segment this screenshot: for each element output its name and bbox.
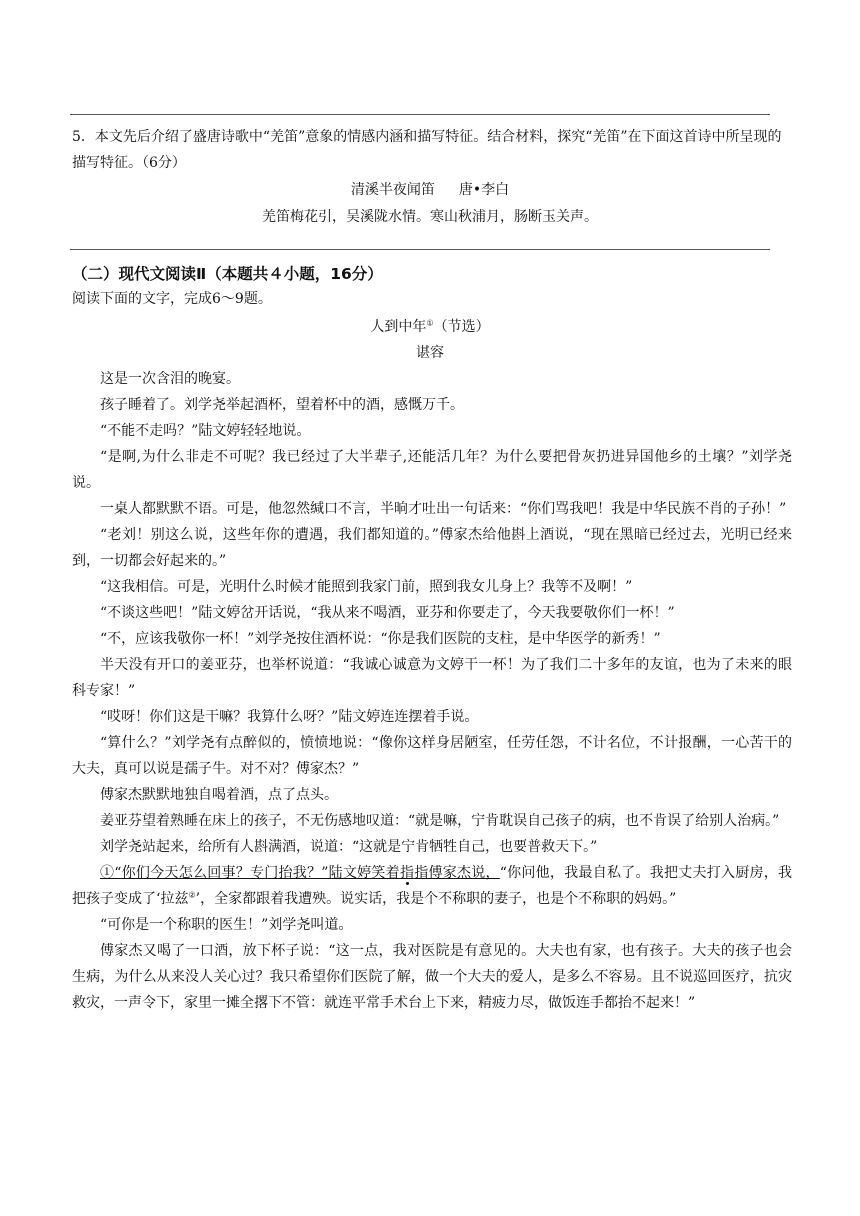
paragraph: “老刘！别这么说，这些年你的遭遇，我们都知道的。”傅家杰给他斟上酒说，“现在黑暗已经过去，光明已经来到，一切都会好起来的。”: [72, 527, 792, 569]
paragraph: “不谈这些吧！”陆文婷岔开话说，“我从来不喝酒，亚芬和你要走了，今天我要敬你们一杯！”: [100, 605, 675, 621]
paragraph-text: “你问他，我最自私了。我把丈夫打入厨房，我把孩子变成了‘拉兹: [72, 865, 793, 907]
paragraph: “可你是一个称职的医生！”刘学尧叫道。: [100, 917, 353, 933]
paragraph: “哎呀！你们这是干嘛？我算什么呀？”陆文婷连连摆着手说。: [100, 709, 479, 725]
paragraph: 这是一次含泪的晚宴。: [100, 371, 240, 387]
underlined-sentence: [100, 865, 500, 881]
paragraph: 一桌人都默默不语。可是，他忽然缄口不言，半晌才吐出一句话来：“你们骂我吧！我是中华民族不肖的子孙！”: [100, 501, 787, 517]
paragraph-underlined: [72, 860, 792, 912]
article-title: [0, 316, 860, 336]
paragraph: 傅家杰又喝了一口酒，放下杯子说：“这一点，我对医院是有意见的。大夫也有家，也有孩子。大夫的孩子也会生病，为什么从来没人关心过？我只希望你们医院了解，做一个大夫的爱人，是多么不容易。且不说巡回医疗，抗灾救灾，一声令下，家里一摊全撂下不管：就连平常手术台上下来，精疲力尽，做饭连手都抬不起来！”: [72, 943, 792, 1011]
paragraph: 姜亚芬望着熟睡在床上的孩子，不无伤感地叹道：“就是嘛，宁肯耽误自己孩子的病，也不肯误了给别人治病。”: [100, 813, 780, 829]
section-heading: （二）现代文阅读Ⅱ（本题共４小题，16分）: [72, 265, 383, 283]
paragraph: “不能不走吗？”陆文婷轻轻地说。: [100, 423, 311, 439]
emphasis-dot-char: 指: [399, 865, 415, 881]
question-5: 5．本文先后介绍了盛唐诗歌中“羌笛”意象的情感内涵和描写特征。结合材料，探究“羌笛”在下面这首诗中所呈现的描写特征。（6分）: [72, 129, 782, 171]
underlined-text: ①“你们今天怎么回事？专门抬我？”陆文婷笑着: [100, 865, 400, 881]
poem-heading: [0, 180, 860, 200]
paragraph: 刘学尧站起来，给所有人斟满酒，说道：“这就是宁肯牺牲自己，也要普救天下。”: [100, 839, 598, 855]
article-title-text: 人到中年: [370, 319, 427, 335]
footnote-marker: ①: [426, 318, 434, 328]
paragraph: “这我相信。可是，光明什么时候才能照到我家门前，照到我女儿身上？我等不及啊！”: [100, 579, 633, 595]
paragraph: 孩子睡着了。刘学尧举起酒杯，望着杯中的酒，感慨万千。: [100, 397, 464, 413]
paragraph: “算什么？”刘学尧有点醉似的，愤愤地说：“像你这样身居陋室，任劳任怨，不计名位，不计报酬，一心苦干的大夫，真可以说是孺子牛。对不对？傅家杰？”: [72, 735, 792, 777]
paragraph-text: ’，全家都跟着我遭殃。说实话，我是个不称职的妻子，也是个不称职的妈妈。”: [195, 891, 677, 907]
paragraph: 半天没有开口的姜亚芬，也举杯说道：“我诚心诚意为文婷干一杯！为了我们二十多年的友谊，也为了未来的眼科专家！”: [72, 657, 792, 699]
footnote-marker: ②: [188, 890, 196, 900]
poem-line: 羌笛梅花引，吴溪陇水情。寒山秋浦月，肠断玉关声。: [262, 209, 598, 225]
poem-title: 清溪半夜闻笛: [350, 182, 435, 198]
poem-author: 唐•李白: [458, 182, 510, 198]
section-instruction: 阅读下面的文字，完成6～9题。: [72, 291, 272, 307]
article-author: 谌容: [416, 345, 444, 361]
underlined-text: 指傅家杰说，: [414, 865, 500, 881]
answer-line: [70, 249, 770, 250]
article-title-suffix: （节选）: [433, 319, 490, 335]
article-body: [72, 366, 792, 1016]
paragraph: “是啊,为什么非走不可呢？我已经过了大半辈子,还能活几年？为什么要把骨灰扔进异国他乡的土壤？”刘学尧说。: [72, 449, 792, 491]
paragraph: “不，应该我敬你一杯！”刘学尧按住酒杯说：“你是我们医院的支柱，是中华医学的新秀！”: [100, 631, 661, 647]
answer-line: [70, 114, 770, 115]
paragraph: 傅家杰默默地独自喝着酒，点了点头。: [100, 787, 338, 803]
